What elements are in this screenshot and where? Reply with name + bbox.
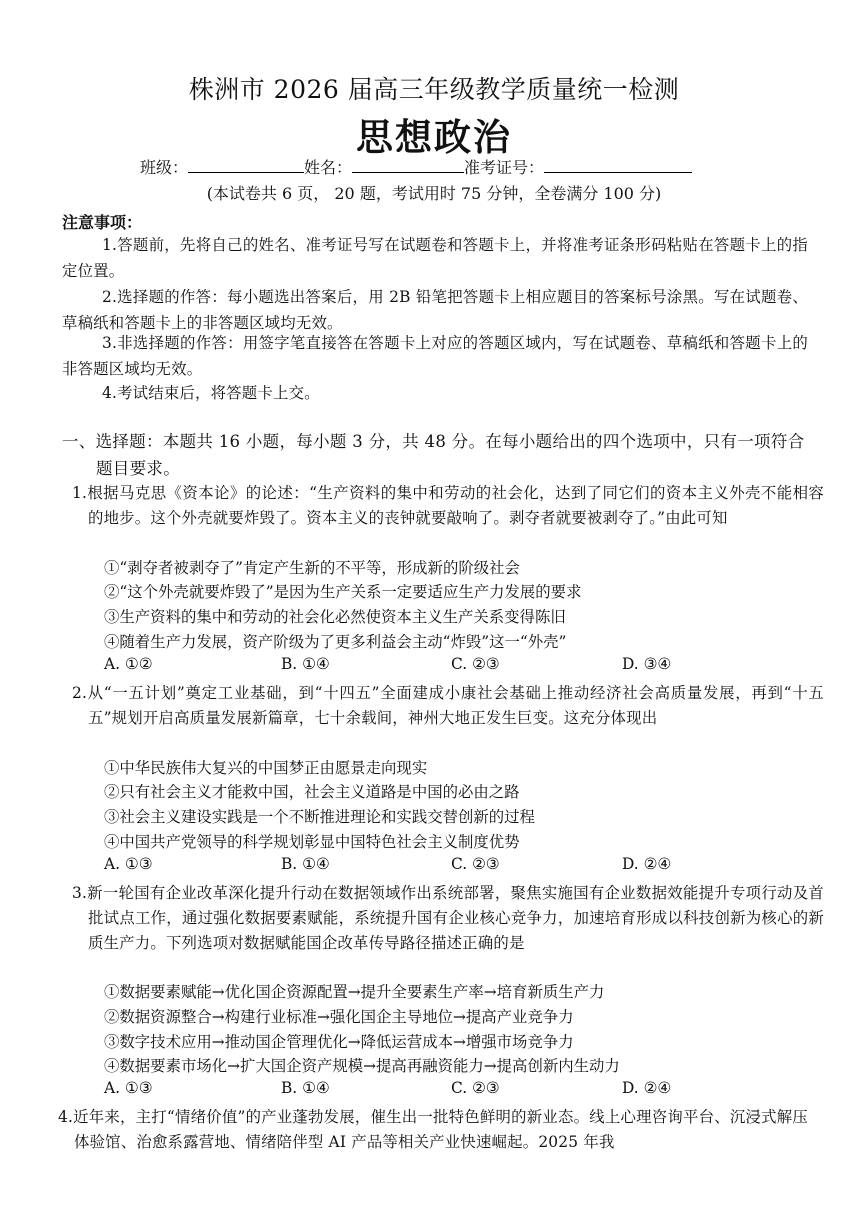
- class-label: 班级：: [140, 158, 189, 177]
- q1-choice-a[interactable]: A. ①②: [104, 655, 153, 673]
- notice-item-4: 4.考试结束后，将答题卡上交。: [102, 384, 320, 402]
- q1-option-1: ①“剥夺者被剥夺了”肯定产生新的不平等，形成新的阶级社会: [104, 559, 520, 577]
- question-4-stem: 4.近年来，主打“情绪价值”的产业蓬勃发展，催生出一批特色鲜明的新业态。线上心理咨询平台、沉浸式解压体验馆、治愈系露营地、情绪陪伴型 AI 产品等相关产业快速崛起。2025 年我: [58, 1108, 808, 1151]
- ticket-label: 准考证号：: [464, 158, 545, 177]
- exam-note: (本试卷共 6 页， 20 题，考试用时 75 分钟，全卷满分 100 分): [206, 184, 662, 203]
- q3-option-3: ③数字技术应用→推动国企管理优化→降低运营成本→增强市场竞争力: [104, 1033, 574, 1051]
- ticket-number-blank[interactable]: [544, 158, 692, 173]
- q2-choice-d[interactable]: D. ②④: [622, 855, 672, 873]
- q3-choice-a[interactable]: A. ①③: [104, 1079, 153, 1097]
- question-2-stem: 2.从“一五计划”奠定工业基础，到“十四五”全面建成小康社会基础上推动经济社会高质量发展，再到“十五五”规划开启高质量发展新篇章，七十余载间，神州大地正发生巨变。这充分体现出: [72, 684, 824, 727]
- class-blank[interactable]: [188, 158, 304, 173]
- q1-option-4: ④随着生产力发展，资产阶级为了更多利益会主动“炸毁”这一“外壳”: [104, 633, 567, 651]
- q1-option-3: ③生产资料的集中和劳动的社会化必然使资本主义生产关系变得陈旧: [104, 608, 566, 626]
- q2-choices: [104, 855, 804, 880]
- question-1-stem: 1.根据马克思《资本论》的论述：“生产资料的集中和劳动的社会化，达到了同它们的资本主义外壳不能相容的地步。这个外壳就要炸毁了。资本主义的丧钟就要敲响了。剥夺者就要被剥夺了。”由此可知: [72, 484, 824, 527]
- q2-option-1: ①中华民族伟大复兴的中国梦正由愿景走向现实: [104, 759, 428, 777]
- exam-title: 株洲市 2026 届高三年级教学质量统一检测: [188, 75, 680, 104]
- notice-item-1: 1.答题前，先将自己的姓名、准考证号写在试题卷和答题卡上，并将准考证条形码粘贴在答题卡上的指定位置。: [62, 236, 808, 280]
- q2-choice-b[interactable]: B. ①④: [281, 855, 330, 873]
- section-1-title: 一、选择题：本题共 16 小题，每小题 3 分，共 48 分。在每小题给出的四个选项中，只有一项符合题目要求。: [62, 432, 805, 478]
- q1-option-2: ②“这个外壳就要炸毁了”是因为生产关系一定要适应生产力发展的要求: [104, 583, 582, 601]
- q3-choice-c[interactable]: C. ②③: [451, 1079, 500, 1097]
- subject-title: 思想政治: [356, 115, 512, 159]
- q3-choices: [104, 1079, 804, 1104]
- q3-option-2: ②数据资源整合→构建行业标准→强化国企主导地位→提高产业竞争力: [104, 1008, 574, 1026]
- notice-item-2: 2.选择题的作答：每小题选出答案后，用 2B 铅笔把答题卡上相应题目的答案标号涂黑。写在试题卷、草稿纸和答题卡上的非答题区域均无效。: [62, 288, 808, 332]
- q1-choice-b[interactable]: B. ①④: [281, 655, 330, 673]
- q1-choices: [104, 655, 804, 680]
- q2-choice-c[interactable]: C. ②③: [451, 855, 500, 873]
- q2-option-3: ③社会主义建设实践是一个不断推进理论和实践交替创新的过程: [104, 808, 535, 826]
- q1-choice-c[interactable]: C. ②③: [451, 655, 500, 673]
- q1-choice-d[interactable]: D. ③④: [622, 655, 672, 673]
- q2-option-4: ④中国共产党领导的科学规划彰显中国特色社会主义制度优势: [104, 833, 520, 851]
- question-3-stem: 3.新一轮国有企业改革深化提升行动在数据领域作出系统部署，聚焦实施国有企业数据效能提升专项行动及首批试点工作，通过强化数据要素赋能，系统提升国有企业核心竞争力，加速培育形成以科技创新为核心的新质生产力。下列选项对数据赋能国企改革传导路径描述正确的是: [72, 884, 824, 952]
- notice-heading: 注意事项：: [62, 213, 143, 232]
- name-blank[interactable]: [352, 158, 464, 173]
- notice-item-3: 3.非选择题的作答：用签字笔直接答在答题卡上对应的答题区域内，写在试题卷、草稿纸和答题卡上的非答题区域均无效。: [62, 334, 808, 378]
- q2-choice-a[interactable]: A. ①③: [104, 855, 153, 873]
- q2-option-2: ②只有社会主义才能救中国，社会主义道路是中国的必由之路: [104, 783, 520, 801]
- q3-option-4: ④数据要素市场化→扩大国企资产规模→提高再融资能力→提高创新内生动力: [104, 1057, 620, 1075]
- name-label: 姓名：: [304, 158, 353, 177]
- q3-option-1: ①数据要素赋能→优化国企资源配置→提升全要素生产率→培育新质生产力: [104, 983, 605, 1001]
- student-info-line: [140, 155, 692, 178]
- q3-choice-d[interactable]: D. ②④: [622, 1079, 672, 1097]
- q3-choice-b[interactable]: B. ①④: [281, 1079, 330, 1097]
